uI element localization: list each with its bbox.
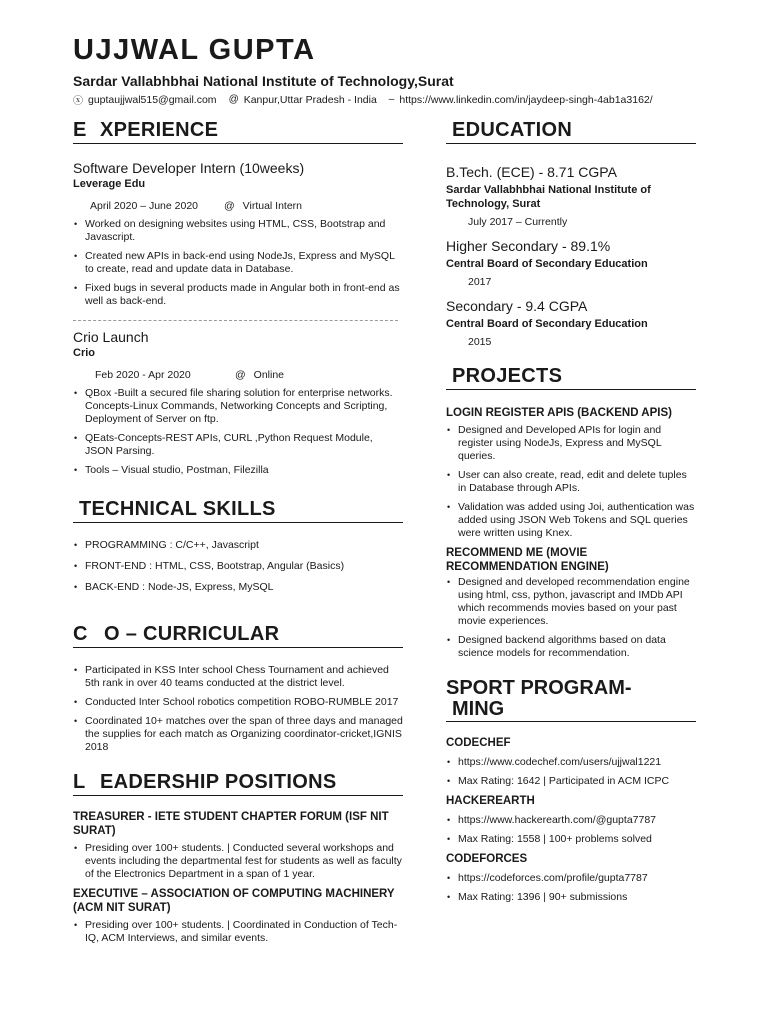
list-item: • Presiding over 100+ students. | Conducted several workshops and events including the departmental fest for students as well as faculty of the Electronics Department in a span of 1 year. (73, 842, 403, 881)
email-item[interactable] (73, 92, 217, 107)
platform-list (446, 872, 696, 904)
profile-link[interactable]: • https://www.hackerearth.com/@gupta7787 (446, 814, 696, 827)
role-bullets (73, 842, 403, 881)
email-text[interactable]: guptaujjwal515@gmail.com (88, 93, 217, 106)
role-title: TREASURER - IETE STUDENT CHAPTER FORUM (ISF NIT SURAT) (73, 811, 389, 837)
job-location: Online (253, 369, 285, 381)
job-bullets (73, 218, 403, 308)
profile-link[interactable]: • https://www.codechef.com/users/ujjwal1221 (446, 756, 696, 769)
skills-heading: TECHNICAL SKILLS (73, 497, 403, 523)
experience-heading: E XPERIENCE (73, 118, 403, 144)
projects-heading: PROJECTS (446, 364, 696, 390)
list-item: • User can also create, read, edit and delete tuples in Database through APIs. (446, 469, 696, 495)
job-title: Software Developer Intern (10weeks) (73, 160, 305, 176)
platform-name: HACKEREARTH (446, 795, 535, 807)
education-heading: EDUCATION (446, 118, 696, 144)
list-item: • Fixed bugs in several products made in Angular both in front-end as well as back-end. (73, 282, 403, 308)
edu-degree: Higher Secondary - 89.1% (446, 238, 611, 254)
location-icon: @ (235, 369, 246, 381)
list-item: • Presiding over 100+ students. | Coordinated in Conduction of Tech-IQ, ACM Interviews, and similar events. (73, 919, 403, 945)
cocurricular-heading: C O – CURRICULAR (73, 622, 403, 648)
list-item: • Created new APIs in back-end using NodeJs, Express and MySQL to create, read and update data in Database. (73, 250, 403, 276)
role-bullets (73, 919, 403, 945)
list-item: • Participated in KSS Inter school Chess Tournament and achieved 5th rank in over 40 teams conducted at the district level. (73, 664, 403, 690)
job-entry (73, 329, 403, 477)
job-date: April 2020 – June 2020 (90, 200, 198, 212)
edu-date: 2015 (468, 336, 492, 348)
job-meta (90, 369, 403, 381)
linkedin-link[interactable]: https://www.linkedin.com/in/jaydeep-singh-4ab1a3162/ (399, 93, 653, 106)
platform-name: CODECHEF (446, 737, 511, 749)
project-bullets (446, 576, 696, 660)
role-title: EXECUTIVE – ASSOCIATION OF COMPUTING MACHINERY (ACM NIT SURAT) (73, 888, 395, 914)
list-item: • FRONT-END : HTML, CSS, Bootstrap, Angular (Basics) (73, 560, 403, 573)
profile-link[interactable]: • https://codeforces.com/profile/gupta7787 (446, 872, 696, 885)
job-org: Leverage Edu (73, 178, 146, 190)
location-item (229, 92, 377, 107)
list-item: • PROGRAMMING : C/C++, Javascript (73, 539, 403, 552)
email-icon: ⓧ (73, 96, 83, 107)
location-text: Kanpur,Uttar Pradesh - India (243, 93, 377, 106)
list-item: • BACK-END : Node-JS, Express, MySQL (73, 581, 403, 594)
right-column (446, 118, 696, 910)
linkedin-item[interactable] (389, 92, 653, 107)
project-title: RECOMMEND ME (MOVIE RECOMMENDATION ENGINE) (446, 547, 609, 573)
edu-org: Central Board of Secondary Education (446, 318, 648, 330)
job-meta (90, 200, 403, 212)
job-entry (73, 160, 403, 308)
list-item: • Worked on designing websites using HTML, CSS, Bootstrap and Javascript. (73, 218, 403, 244)
divider (73, 320, 398, 321)
list-item: • Validation was added using Joi, authentication was added using JSON Web Tokens and SQL queries were written using Knex. (446, 501, 696, 540)
list-item: • Max Rating: 1642 | Participated in ACM ICPC (446, 775, 696, 788)
list-item: • Coordinated 10+ matches over the span of three days and managed the supplies for each match as Organizing coordinator-cricket,IGNIS 2018 (73, 715, 403, 754)
platform-name: CODEFORCES (446, 853, 528, 865)
leadership-heading: L EADERSHIP POSITIONS (73, 770, 403, 796)
skills-list (73, 539, 403, 594)
left-column (73, 118, 403, 951)
list-item: • Conducted Inter School robotics competition ROBO-RUMBLE 2017 (73, 696, 403, 709)
list-item: • Max Rating: 1396 | 90+ submissions (446, 891, 696, 904)
job-title: Crio Launch (73, 329, 149, 345)
list-item: • QEats-Concepts-REST APIs, CURL ,Python Request Module, JSON Parsing. (73, 432, 403, 458)
institute-name: Sardar Vallabhbhai National Institute of Technology,Surat (73, 73, 454, 89)
list-item: • Designed and Developed APIs for login and register using NodeJs, Express and MySQL queries. (446, 424, 696, 463)
edu-date: July 2017 – Currently (468, 216, 568, 228)
job-date: Feb 2020 - Apr 2020 (95, 369, 191, 381)
edu-org: Central Board of Secondary Education (446, 258, 648, 270)
list-item: • Designed backend algorithms based on data science models for recommendation. (446, 634, 696, 660)
candidate-name: UJJWAL GUPTA (73, 34, 316, 66)
list-item: • QBox -Built a secured file sharing solution for enterprise networks. Concepts-Linux Commands, Networking Concepts and Scripting, Deployment of Server on ftp. (73, 387, 403, 426)
project-bullets (446, 424, 696, 540)
job-bullets (73, 387, 403, 477)
location-icon: @ (224, 200, 235, 212)
cocurricular-list (73, 664, 403, 754)
location-icon: @ (228, 94, 239, 105)
list-item: • Max Rating: 1558 | 100+ problems solved (446, 833, 696, 846)
platform-list (446, 756, 696, 788)
platform-list (446, 814, 696, 846)
linkedin-icon: ‒ (388, 94, 395, 105)
job-org: Crio (73, 347, 95, 359)
edu-degree: Secondary - 9.4 CGPA (446, 298, 588, 314)
list-item: • Designed and developed recommendation engine using html, css, python, javascript and IMDb API which recommends movies based on your past movie experiences. (446, 576, 696, 628)
contact-row (73, 92, 665, 107)
job-location: Virtual Intern (242, 200, 303, 212)
edu-org: Sardar Vallabhbhai National Institute of Technology, Surat (446, 184, 651, 210)
edu-degree: B.Tech. (ECE) - 8.71 CGPA (446, 164, 617, 180)
list-item: • Tools – Visual studio, Postman, Filezilla (73, 464, 403, 477)
project-title: LOGIN REGISTER APIS (BACKEND APIS) (446, 407, 672, 419)
sport-programming-heading: SPORT PROGRAM- MING (446, 678, 696, 722)
edu-date: 2017 (468, 276, 492, 288)
